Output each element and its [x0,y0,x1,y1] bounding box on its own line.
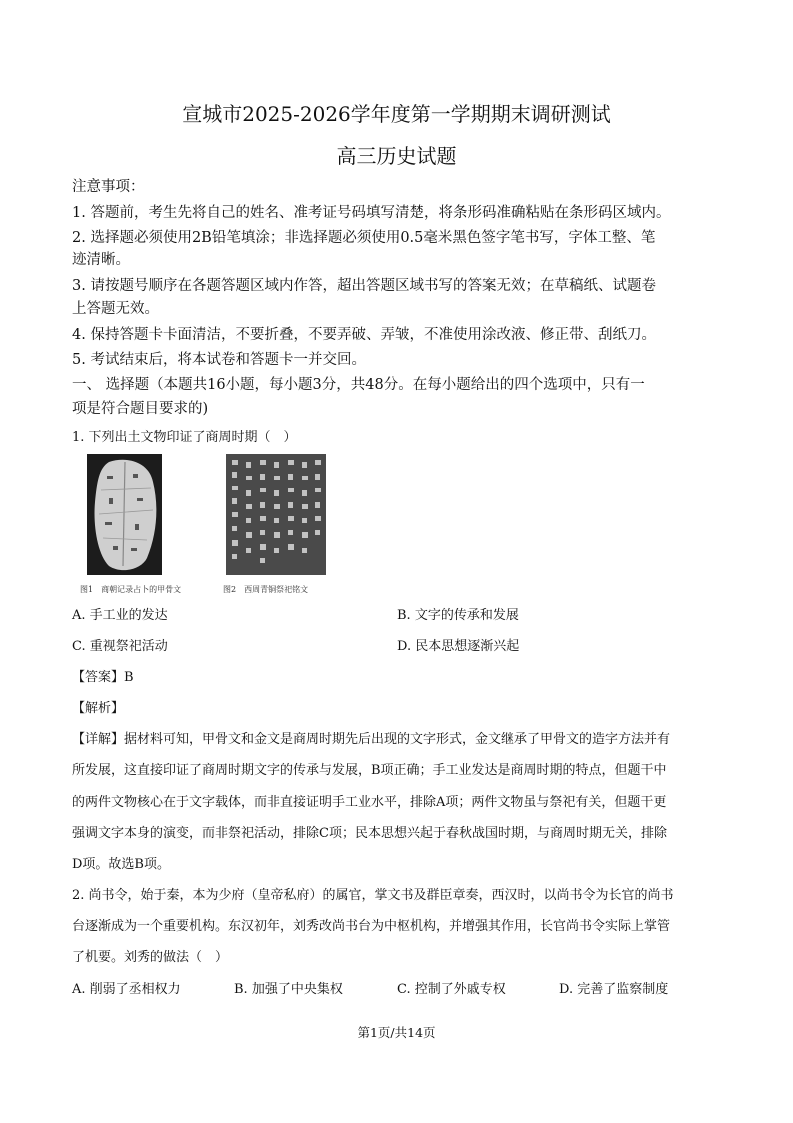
q1-option-d: D. 民本思想逐渐兴起 [397,639,520,654]
q2-stem-line: 台逐渐成为一个重要机构。东汉初年，刘秀改尚书台为中枢机构，并增强其作用，长官尚书令实际上掌管 [72,919,671,934]
notice-item: 5. 考试结束后，将本试卷和答题卡一并交回。 [72,352,366,368]
q2-option-d: D. 完善了监察制度 [559,982,669,997]
notice-item: 迹清晰。 [72,252,130,268]
section-heading-cont: 项是符合题目要求的) [72,401,209,417]
q1-analysis-heading: 【解析】 [72,701,125,716]
notice-item: 1. 答题前，考生先将自己的姓名、准考证号码填写清楚，将条形码准确粘贴在条形码区域内。 [72,205,671,221]
figure-1-caption: 图1 商朝记录占卜的甲骨文 [80,585,182,594]
q1-detail-line: 【详解】据材料可知，甲骨文和金文是商周时期先后出现的文字形式，金文继承了甲骨文的造字方法并有 [72,732,671,747]
q1-option-c: C. 重视祭祀活动 [72,639,168,654]
q1-answer: 【答案】B [72,670,134,685]
q2-option-c: C. 控制了外戚专权 [397,982,506,997]
oracle-bone-image [87,454,162,575]
q2-option-b: B. 加强了中央集权 [234,982,343,997]
notice-item: 3. 请按题号顺序在各题答题区域内作答，超出答题区域书写的答案无效；在草稿纸、试题卷 [72,278,656,294]
q1-detail-line: 所发展，这直接印证了商周时期文字的传承与发展，B项正确；手工业发达是商周时期的特点，但题干中 [72,763,667,778]
q1-option-a: A. 手工业的发达 [72,608,168,623]
bronze-inscription-image [226,454,326,575]
q1-option-b: B. 文字的传承和发展 [397,608,519,623]
q1-detail-line: D项。故选B项。 [72,857,170,872]
q2-option-a: A. 削弱了丞相权力 [72,982,181,997]
q1-detail-line: 的两件文物核心在于文字载体，而非直接证明手工业水平，排除A项；两件文物虽与祭祀有关，但题干更 [72,795,667,810]
section-heading: 一、 选择题（本题共16小题，每小题3分，共48分。在每小题给出的四个选项中，只有一 [72,377,645,393]
oracle-bone-graphic [87,454,162,575]
notice-item: 4. 保持答题卡卡面清洁，不要折叠，不要弄破、弄皱，不准使用涂改液、修正带、刮纸刀。 [72,327,656,343]
question-1-stem: 1. 下列出土文物印证了商周时期（ ） [72,430,297,445]
notice-item: 上答题无效。 [72,301,159,317]
figure-2-caption: 图2 西周青铜祭祀铭文 [223,585,309,594]
q2-stem-line: 2. 尚书令，始于秦，本为少府（皇帝私府）的属官，掌文书及群臣章奏，西汉时，以尚书令为长官的尚书 [72,888,674,903]
notice-item: 2. 选择题必须使用2B铅笔填涂；非选择题必须使用0.5毫米黑色签字笔书写，字体工整、笔 [72,230,656,246]
exam-subtitle: 高三历史试题 [336,144,457,168]
bronze-inscription-graphic [226,454,326,575]
page-number: 第1页/共14页 [357,1025,436,1040]
q2-stem-line: 了机要。刘秀的做法（ ） [72,950,229,965]
notice-heading: 注意事项： [72,179,145,195]
exam-title: 宣城市2025-2026学年度第一学期期末调研测试 [182,102,611,126]
q1-detail-line: 强调文字本身的演变，而非祭祀活动，排除C项；民本思想兴起于春秋战国时期，与商周时期无关，排除 [72,826,667,841]
